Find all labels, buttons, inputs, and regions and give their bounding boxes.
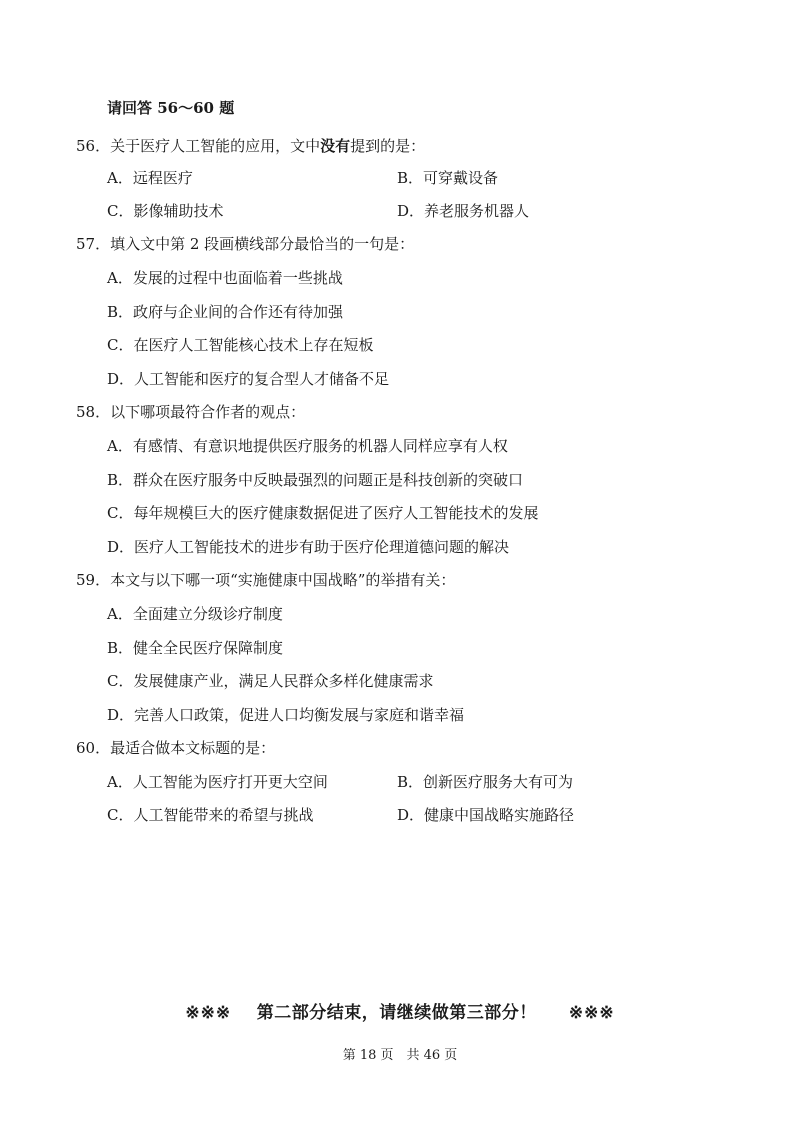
question-56-option-c: C．影像辅助技术 bbox=[107, 202, 224, 220]
question-57-stem: 57．填入文中第 2 段画横线部分最恰当的一句是： bbox=[76, 235, 415, 253]
question-60-stem: 60．最适合做本文标题的是： bbox=[76, 739, 276, 757]
question-58-option-b: B．群众在医疗服务中反映最强烈的问题正是科技创新的突破口 bbox=[107, 471, 524, 489]
section-heading: 请回答 56～60 题 bbox=[107, 99, 235, 117]
reference-marks-right: ※※※ bbox=[568, 1003, 615, 1023]
question-60-option-d: D．健康中国战略实施路径 bbox=[397, 806, 575, 824]
reference-marks-left: ※※※ bbox=[185, 1003, 232, 1023]
question-59-option-b: B．健全全民医疗保障制度 bbox=[107, 639, 284, 657]
question-57-option-c: C．在医疗人工智能核心技术上存在短板 bbox=[107, 336, 374, 354]
question-56-stem-post: 提到的是： bbox=[350, 137, 426, 155]
question-59-option-c: C．发展健康产业，满足人民群众多样化健康需求 bbox=[107, 672, 434, 690]
question-58-option-a: A．有感情、有意识地提供医疗服务的机器人同样应享有人权 bbox=[107, 437, 508, 455]
question-56-option-b: B．可穿戴设备 bbox=[397, 169, 499, 187]
section-end-banner bbox=[0, 1003, 800, 1023]
question-56-stem bbox=[76, 136, 425, 156]
question-59-stem: 59．本文与以下哪一项“实施健康中国战略”的举措有关： bbox=[76, 571, 456, 589]
question-59-option-a: A．全面建立分级诊疗制度 bbox=[107, 605, 283, 623]
question-56-stem-pre: 56．关于医疗人工智能的应用，文中 bbox=[76, 137, 321, 155]
question-57-option-a: A．发展的过程中也面临着一些挑战 bbox=[107, 269, 343, 287]
question-57-option-b: B．政府与企业间的合作还有待加强 bbox=[107, 303, 344, 321]
question-58-option-c: C．每年规模巨大的医疗健康数据促进了医疗人工智能技术的发展 bbox=[107, 504, 539, 522]
question-58-option-d: D．医疗人工智能技术的进步有助于医疗伦理道德问题的解决 bbox=[107, 538, 510, 556]
question-60-option-c: C．人工智能带来的希望与挑战 bbox=[107, 806, 314, 824]
question-56-option-d: D．养老服务机器人 bbox=[397, 202, 530, 220]
question-57-option-d: D．人工智能和医疗的复合型人才储备不足 bbox=[107, 370, 390, 388]
question-58-stem: 58．以下哪项最符合作者的观点： bbox=[76, 403, 306, 421]
section-end-text: 第二部分结束，请继续做第三部分！ bbox=[256, 1003, 537, 1023]
question-56-stem-emphasis: 没有 bbox=[320, 137, 351, 155]
question-56-option-a: A．远程医疗 bbox=[107, 169, 193, 187]
page-number: 第 18 页 共 46 页 bbox=[342, 1048, 458, 1063]
question-60-option-a: A．人工智能为医疗打开更大空间 bbox=[107, 773, 328, 791]
question-59-option-d: D．完善人口政策，促进人口均衡发展与家庭和谐幸福 bbox=[107, 706, 465, 724]
question-60-option-b: B．创新医疗服务大有可为 bbox=[397, 773, 574, 791]
